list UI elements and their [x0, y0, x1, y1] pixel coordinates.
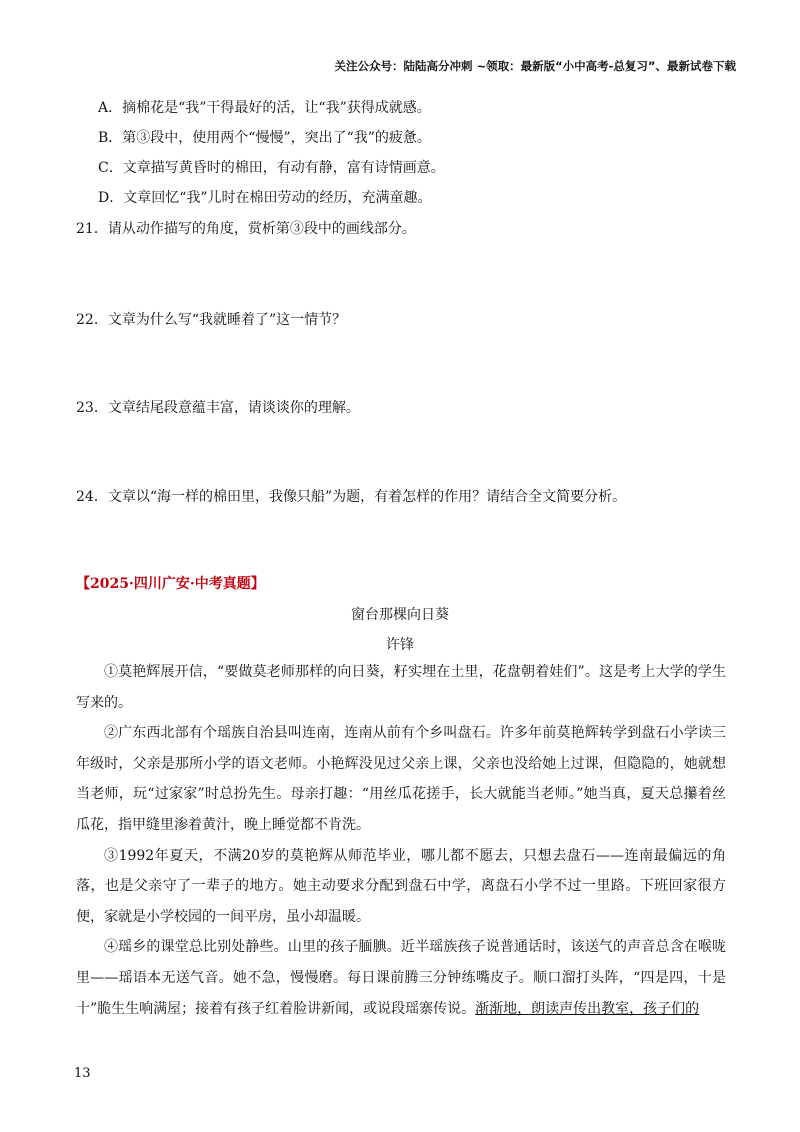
paragraph-1: ①莫艳辉展开信，“要做莫老师那样的向日葵，籽实埋在土里，花盘朝着娃们”。这是考上大学的学生写来的。: [76, 664, 726, 711]
underlined-phrase: 渐渐地，朗读声传出教室，孩子们的: [475, 1000, 700, 1017]
paragraph-4: [76, 932, 726, 1024]
question-21: 21．请从动作描写的角度，赏析第③段中的画线部分。: [76, 221, 416, 237]
option-a: A．摘棉花是“我”干得最好的活，让“我”获得成就感。: [98, 100, 431, 116]
option-c: C．文章描写黄昏时的棉田，有动有静，富有诗情画意。: [98, 160, 445, 176]
source-tag: 【2025·四川广安·中考真题】: [76, 576, 265, 592]
question-23: 23．文章结尾段意蕴丰富，请谈谈你的理解。: [76, 400, 360, 416]
option-d: D．文章回忆“我”儿时在棉田劳动的经历，充满童趣。: [98, 190, 432, 206]
page-number: 13: [74, 1066, 91, 1081]
header-note: 关注公众号：陆陆高分冲刺 ~领取：最新版“小中高考-总复习”、最新试卷下载: [334, 59, 736, 73]
paragraph-4-text: ④瑶乡的课堂总比别处静些。山里的孩子腼腆。近半瑶族孩子说普通话时，该送气的声音总含在喉咙里——瑶语本无送气音。她不急，慢慢磨。每日课前腾三分钟练嘴皮子。顺口溜打头阵，“四是四，十是十”脆生生响满屋；接着有孩子红着脸讲新闻，或说段瑶寨传说。: [76, 939, 726, 1017]
article-author: 许锋: [386, 637, 414, 653]
article-title: 窗台那棵向日葵: [351, 607, 449, 623]
question-24: 24．文章以“海一样的棉田里，我像只船”为题，有着怎样的作用？请结合全文简要分析。: [76, 489, 627, 505]
article-body: [76, 657, 726, 1024]
question-22: 22．文章为什么写“我就睡着了”这一情节？: [76, 312, 347, 328]
option-b: B．第③段中，使用两个“慢慢”，突出了“我”的疲惫。: [98, 130, 431, 146]
paragraph-2: ②广东西北部有个瑶族自治县叫连南，连南从前有个乡叫盘石。许多年前莫艳辉转学到盘石小学读三年级时，父亲是那所小学的语文老师。小艳辉没见过父亲上课，父亲也没给她上过课，但隐隐的，她就想当老师，玩“过家家”时总扮先生。母亲打趣：“用丝瓜花搓手，长大就能当老师。”她当真，夏天总攥着丝瓜花，指甲缝里渗着黄汁，晚上睡觉都不肯洗。: [76, 725, 726, 833]
paragraph-3: ③1992年夏天，不满20岁的莫艳辉从师范毕业，哪儿都不愿去，只想去盘石——连南最偏远的角落，也是父亲守了一辈子的地方。她主动要求分配到盘石中学，离盘石小学不过一里路。下班回家很方便，家就是小学校园的一间平房，虽小却温暖。: [76, 847, 726, 925]
